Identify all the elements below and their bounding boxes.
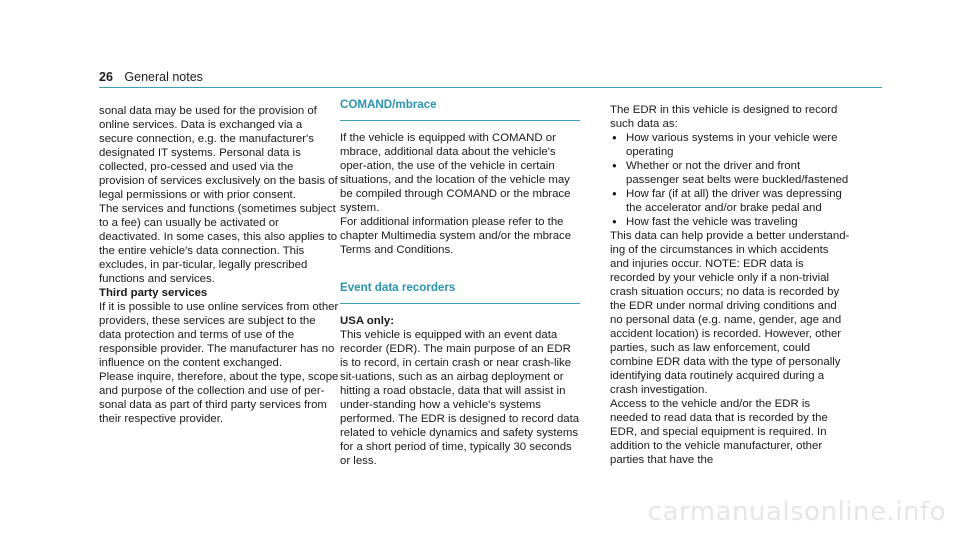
subheading-usa: USA only: — [340, 315, 394, 327]
paragraph: The services and functions (sometimes subject to a fee) can usually be activated or deactivated. In some cases, this also applies to the entire vehicle's data connection. This excludes, in par-ticular, legally prescribed functions and services. — [99, 203, 338, 285]
section-title: General notes — [124, 70, 203, 84]
paragraph: Access to the vehicle and/or the EDR is needed to read data that is recorded by the EDR, and special equipment is required. In addition to the vehicle manufacturer, other parties that have the — [610, 398, 828, 466]
column-right — [610, 103, 850, 467]
spacer — [340, 257, 580, 281]
paragraph: If it is possible to use online services from other providers, these services are subject to the data protection and terms of use of the responsible provider. The manufacturer has no influence on the content exchanged. — [99, 301, 339, 369]
subheading-third-party: Third party services — [99, 287, 208, 299]
column-left — [99, 104, 339, 426]
column-middle — [340, 98, 580, 468]
page-header — [99, 70, 203, 84]
paragraph: sonal data may be used for the provision of online services. Data is exchanged via a secure connection, e.g. the manufacturer's designated IT systems. Personal data is collected, pro-cessed and used via the provision of services exclusively on the basis of legal permissions or with prior consent. — [99, 105, 338, 201]
list-item: ● How far (if at all) the driver was depressing the accelerator and/or brake pedal and — [610, 187, 850, 215]
list-item: ● How fast the vehicle was traveling — [610, 215, 850, 229]
paragraph: This vehicle is equipped with an event data recorder (EDR). The main purpose of an EDR is to record, in certain crash or near crash-like sit-uations, such as an airbag deployment or hitting a road obstacle, data that will assist in under-standing how a vehicle's systems performed. The EDR is designed to record data related to vehicle dynamics and safety systems for a short period of time, typically 30 seconds or less. — [340, 329, 580, 467]
bullet-list — [610, 131, 850, 229]
paragraph: The EDR in this vehicle is designed to record such data as: — [610, 104, 838, 130]
list-item: ● Whether or not the driver and front passenger seat belts were buckled/fastened — [610, 159, 850, 187]
section-heading-edr: Event data recorders — [340, 281, 580, 304]
list-item: ● How various systems in your vehicle were operating — [610, 131, 850, 159]
page-number: 26 — [99, 70, 113, 84]
header-rule — [99, 87, 882, 88]
paragraph: Please inquire, therefore, about the type, scope and purpose of the collection and use of per-sonal data as part of third party services from their respective provider. — [99, 371, 339, 425]
paragraph: This data can help provide a better understand-ing of the circumstances in which accidents and injuries occur. NOTE: EDR data is recorded by your vehicle only if a non-trivial crash situation occurs; no data is recorded by the EDR under normal driving conditions and no personal data (e.g. name, gender, age and accident location) is recorded. However, other parties, such as law enforcement, could combine EDR data with the type of personally identifying data routinely acquired during a crash investigation. — [610, 230, 850, 396]
paragraph: For additional information please refer to the chapter Multimedia system and/or the mbrace Terms and Conditions. — [340, 216, 572, 256]
paragraph: If the vehicle is equipped with COMAND or mbrace, additional data about the vehicle's oper-ation, the use of the vehicle in certain situations, and the location of the vehicle may be compiled through COMAND or the mbrace system. — [340, 132, 571, 214]
watermark-text: carmanualsonline.info — [647, 497, 946, 527]
section-heading-comand: COMAND/mbrace — [340, 98, 580, 121]
